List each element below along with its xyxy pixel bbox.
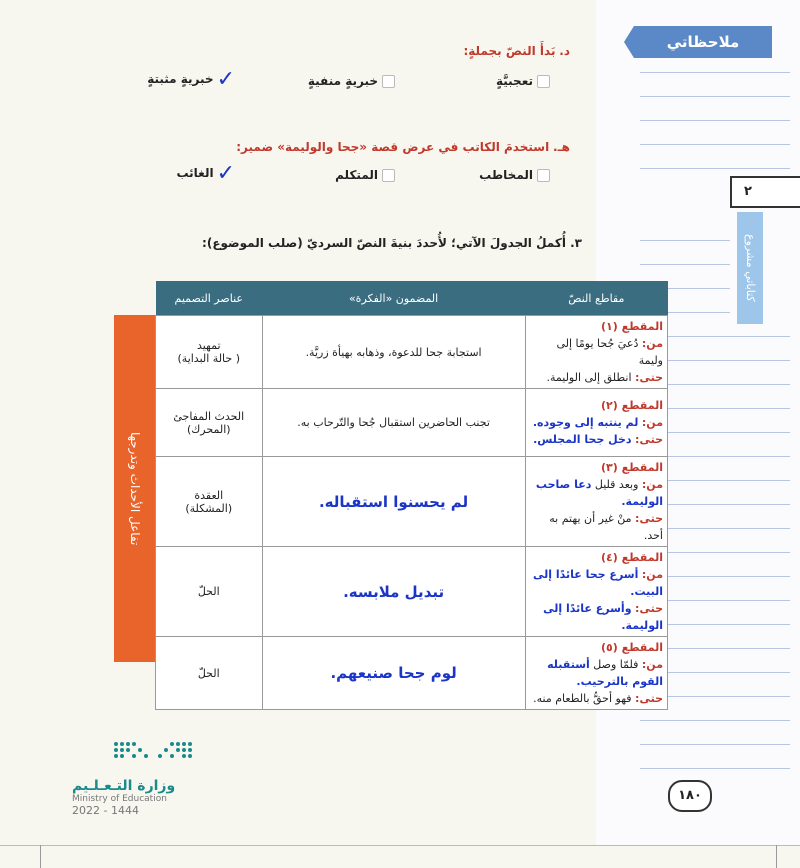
- option-negative-declarative[interactable]: خبريةٍ منفيةٍ: [308, 74, 395, 88]
- ministry-footer: [72, 778, 175, 817]
- option-first-person[interactable]: المتكلم: [335, 168, 395, 182]
- segment-cell: المقطع (٥) من: فلمّا وصل أستقبله القوم بالترحيب. حتى: فهو أحقُّ بالطعام منه.: [525, 637, 667, 710]
- page-fold-mark: [40, 845, 41, 868]
- table-row: [156, 637, 668, 710]
- question-h-label: هـ.: [553, 140, 570, 154]
- option-exclamatory[interactable]: تعجبيَّةٍ: [496, 74, 550, 88]
- notes-line: [640, 744, 790, 745]
- notes-line: [640, 264, 730, 265]
- page-fold-mark: [776, 845, 777, 868]
- content-cell: تجنب الحاضرين استقبال جُحا والتّرحاب به.: [262, 389, 525, 457]
- year-label: 2022 - 1444: [72, 804, 139, 817]
- element-cell: العقدة (المشكلة): [156, 457, 263, 547]
- header-content: المضمون «الفكرة»: [262, 281, 525, 316]
- element-cell: تمهيد ( حالة البداية): [156, 316, 263, 389]
- notes-line: [640, 144, 790, 145]
- question-d: [463, 44, 570, 58]
- checkmark-icon: ✓: [216, 67, 235, 92]
- table-row: [156, 389, 668, 457]
- segment-cell: المقطع (٣) من: وبعد قليل دعا صاحب الوليمة. حتى: منْ غير أن يهتم به أحد.: [525, 457, 667, 547]
- element-cell: الحدث المفاجئ (المحرك): [156, 389, 263, 457]
- ministry-name-en: Ministry of Education: [72, 794, 167, 804]
- lesson-number-tab: ٢: [730, 176, 800, 208]
- element-cell: الحلّ: [156, 637, 263, 710]
- project-side-label: كتاباتي مشروع: [737, 212, 763, 324]
- content-cell: تبديل ملابسه.: [262, 547, 525, 637]
- option-third-person[interactable]: ✓الغائب: [176, 161, 235, 186]
- notes-line: [640, 168, 790, 169]
- checkbox[interactable]: [382, 75, 395, 88]
- segment-cell: المقطع (٢) من: لم ينتبه إلى وجوده. حتى: دخل جحا المجلس.: [525, 389, 667, 457]
- question-d-text: بَدأَ النصّ بجملةٍ:: [463, 44, 556, 58]
- checkbox[interactable]: [382, 169, 395, 182]
- notes-line: [640, 72, 790, 73]
- table-row: [156, 457, 668, 547]
- table-row: [156, 547, 668, 637]
- segment-cell: المقطع (١) من: دُعيَ جُحا يومًا إلى وليمة حتى: انطلق إلى الوليمة.: [525, 316, 667, 389]
- option-second-person[interactable]: المخاطب: [479, 168, 550, 182]
- segment-cell: المقطع (٤) من: أسرع جحا عائدًا إلى البيت. حتى: وأسرع عائدًا إلى الوليمة.: [525, 547, 667, 637]
- element-cell: الحلّ: [156, 547, 263, 637]
- narrative-structure-table: [155, 281, 668, 710]
- content-cell: استجابة جحا للدعوة، وذهابه بهيأة زريَّة.: [262, 316, 525, 389]
- content-cell: لوم جحا صنيعهم.: [262, 637, 525, 710]
- ministry-logo-icon: [112, 740, 202, 762]
- checkmark-icon: ✓: [216, 161, 235, 186]
- notes-line: [640, 240, 730, 241]
- page-bottom-edge: [0, 845, 800, 846]
- option-positive-declarative[interactable]: ✓خبريةٍ مثبتةٍ: [147, 67, 235, 92]
- notes-line: [640, 96, 790, 97]
- content-cell: لم يحسنوا استقباله.: [262, 457, 525, 547]
- notes-line: [640, 120, 790, 121]
- notes-title: ملاحظاتي: [634, 26, 772, 58]
- checkbox[interactable]: [537, 169, 550, 182]
- question-h-text: استخدمَ الكاتب في عرض قصة «جحا والوليمة» ضمير:: [236, 140, 550, 154]
- notes-line: [640, 720, 790, 721]
- ministry-name-ar: وزارة التـعـلـيم: [72, 778, 176, 794]
- notes-line: [640, 768, 790, 769]
- table-row: [156, 316, 668, 389]
- page-number: ١٨٠: [668, 780, 712, 812]
- header-segments: مقاطع النصّ: [525, 281, 667, 316]
- checkbox[interactable]: [537, 75, 550, 88]
- question-d-label: د.: [559, 44, 570, 58]
- question-3-text: ٣. أُكملُ الجدولَ الآتي؛ لأُحددَ بنيةَ النصّ السرديّ (صلب الموضوع):: [202, 236, 582, 250]
- question-h: [236, 140, 570, 154]
- table-side-label: تفاعل الأحداث وتدرجها: [114, 315, 155, 662]
- header-elements: عناصر التصميم: [156, 281, 263, 316]
- question-3: [202, 236, 582, 250]
